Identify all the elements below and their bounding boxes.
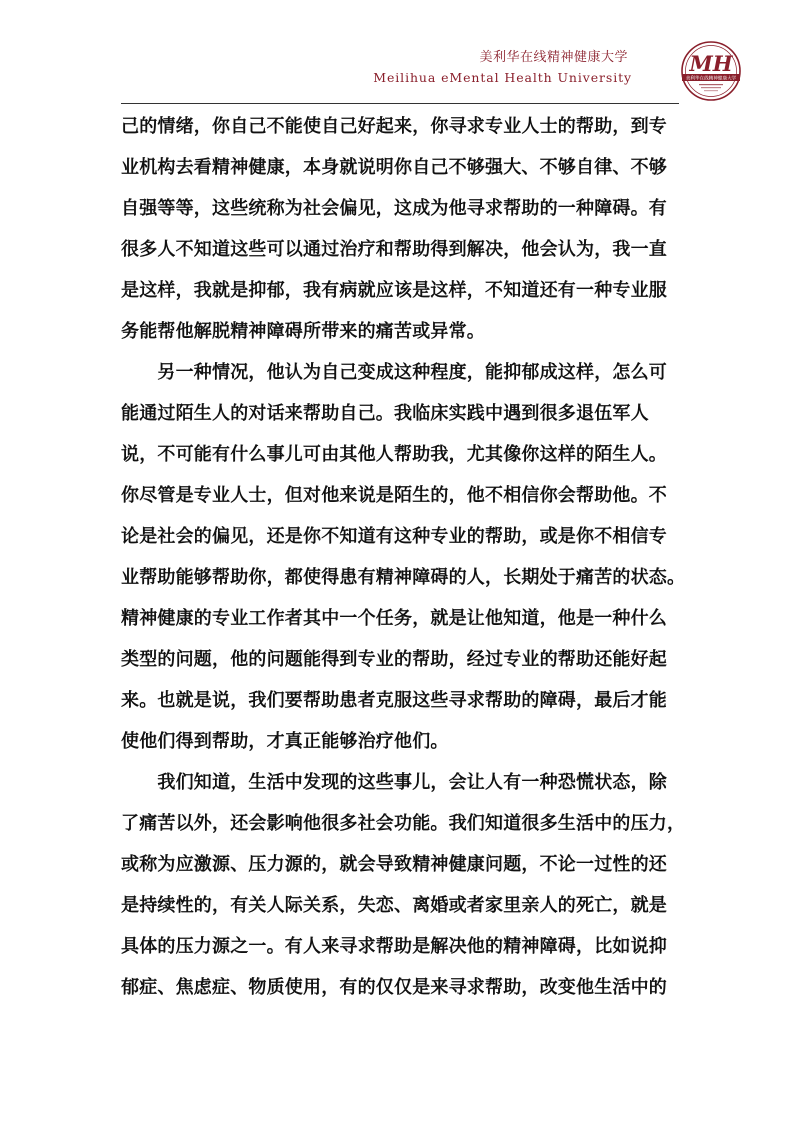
text-line: 我们知道，生活中发现的这些事儿，会让人有一种恐慌状态，除 bbox=[121, 772, 667, 793]
text-line: 你尽管是专业人士，但对他来说是陌生的，他不相信你会帮助他。不 bbox=[121, 485, 667, 506]
text-line: 业机构去看精神健康，本身就说明你自己不够强大、不够自律、不够 bbox=[121, 157, 667, 178]
paragraph-1 bbox=[121, 106, 683, 352]
text-line: 另一种情况，他认为自己变成这种程度，能抑郁成这样，怎么可 bbox=[121, 362, 667, 383]
svg-text:美利华在线精神健康大学: 美利华在线精神健康大学 bbox=[685, 76, 737, 82]
university-logo bbox=[680, 40, 742, 102]
text-line: 说，不可能有什么事儿可由其他人帮助我，尤其像你这样的陌生人。 bbox=[121, 444, 667, 465]
header-divider bbox=[121, 103, 679, 104]
text-line: 业帮助能够帮助你，都使得患有精神障碍的人，长期处于痛苦的状态。 bbox=[121, 567, 686, 588]
text-line: 己的情绪，你自己不能使自己好起来，你寻求专业人士的帮助，到专 bbox=[121, 116, 667, 137]
text-line: 是这样，我就是抑郁，我有病就应该是这样，不知道还有一种专业服 bbox=[121, 280, 667, 301]
text-line: 郁症、焦虑症、物质使用，有的仅仅是来寻求帮助，改变他生活中的 bbox=[121, 977, 667, 998]
paragraph-2 bbox=[121, 352, 686, 762]
svg-text:MH: MH bbox=[689, 51, 733, 76]
text-line: 能通过陌生人的对话来帮助自己。我临床实践中遇到很多退伍军人 bbox=[121, 403, 649, 424]
page-header bbox=[0, 0, 800, 104]
text-line: 类型的问题，他的问题能得到专业的帮助，经过专业的帮助还能好起 bbox=[121, 649, 667, 670]
text-line: 论是社会的偏见，还是你不知道有这种专业的帮助，或是你不相信专 bbox=[121, 526, 667, 547]
text-line: 是持续性的，有关人际关系，失恋、离婚或者家里亲人的死亡，就是 bbox=[121, 895, 667, 916]
text-line: 使他们得到帮助，才真正能够治疗他们。 bbox=[121, 731, 449, 752]
paragraph-3 bbox=[121, 762, 686, 1008]
institution-name-en: Meilihua eMental Health University bbox=[373, 70, 632, 85]
text-line: 来。也就是说，我们要帮助患者克服这些寻求帮助的障碍，最后才能 bbox=[121, 690, 667, 711]
text-line: 或称为应激源、压力源的，就会导致精神健康问题，不论一过性的还 bbox=[121, 854, 667, 875]
text-line: 了痛苦以外，还会影响他很多社会功能。我们知道很多生活中的压力， bbox=[121, 813, 686, 834]
text-line: 精神健康的专业工作者其中一个任务，就是让他知道，他是一种什么 bbox=[121, 608, 667, 629]
text-line: 很多人不知道这些可以通过治疗和帮助得到解决，他会认为，我一直 bbox=[121, 239, 667, 260]
text-line: 务能帮他解脱精神障碍所带来的痛苦或异常。 bbox=[121, 321, 485, 342]
article-body bbox=[121, 106, 686, 1008]
text-line: 自强等等，这些统称为社会偏见，这成为他寻求帮助的一种障碍。有 bbox=[121, 198, 667, 219]
text-line: 具体的压力源之一。有人来寻求帮助是解决他的精神障碍，比如说抑 bbox=[121, 936, 667, 957]
institution-name-cn: 美利华在线精神健康大学 bbox=[479, 50, 628, 65]
